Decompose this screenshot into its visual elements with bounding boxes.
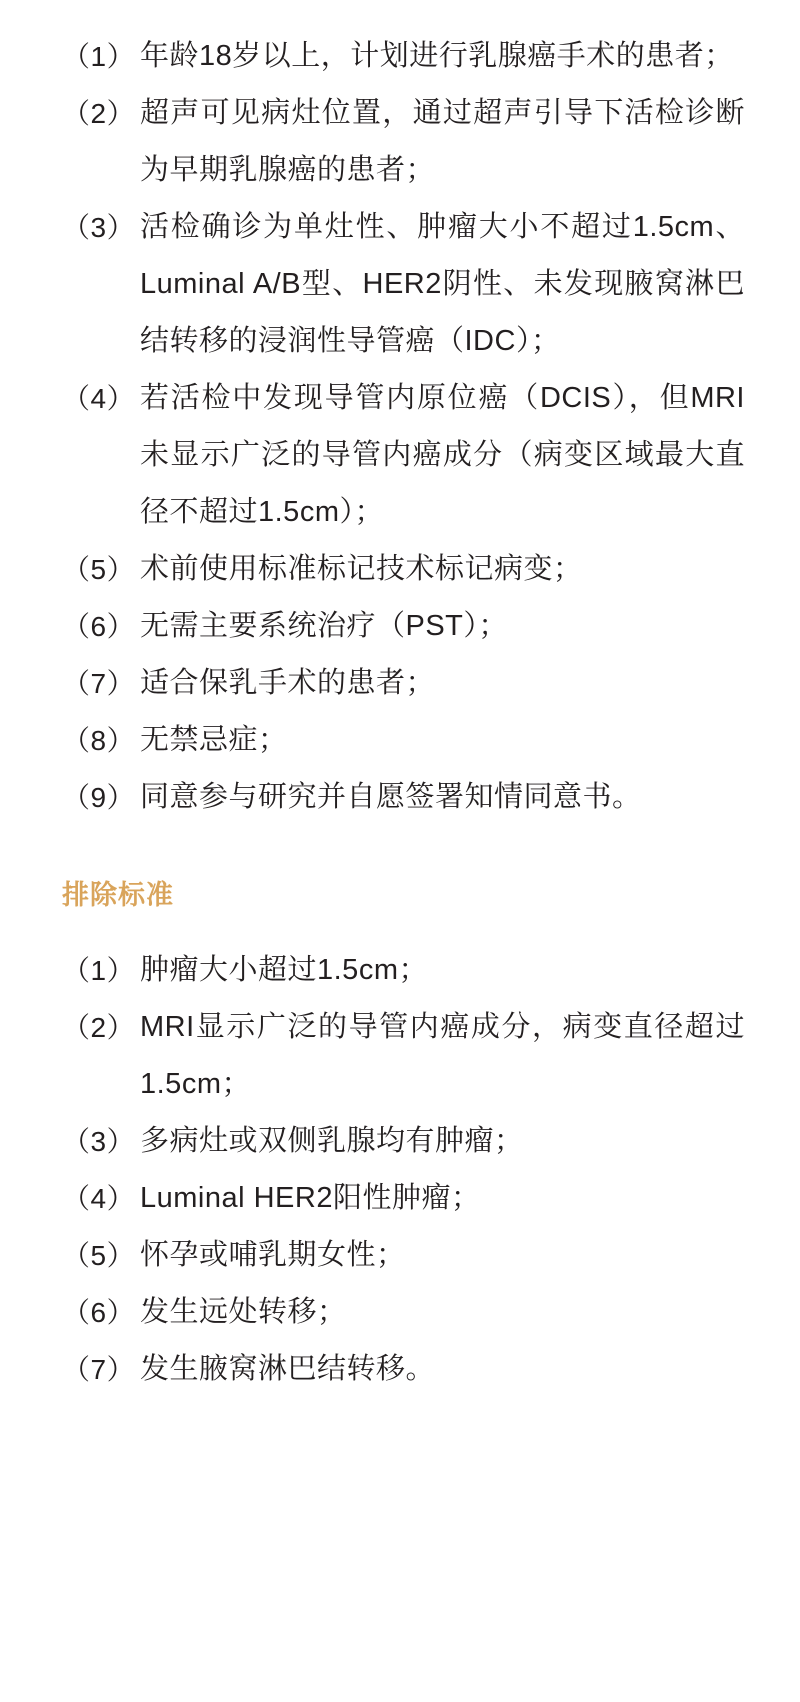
list-item-marker: （6） xyxy=(62,1297,136,1328)
list-item-text: 同意参与研究并自愿签署知情同意书。 xyxy=(140,781,642,813)
list-item xyxy=(62,999,745,1113)
list-item-marker: （1） xyxy=(62,41,136,72)
list-item xyxy=(62,1227,745,1284)
list-item-text: 术前使用标准标记技术标记病变； xyxy=(140,553,583,585)
list-item-text: MRI显示广泛的导管内癌成分，病变直径超过1.5cm； xyxy=(140,1011,745,1100)
list-item-text: Luminal HER2阳性肿瘤； xyxy=(140,1182,481,1214)
list-item-text: 若活检中发现导管内原位癌（DCIS），但MRI未显示广泛的导管内癌成分（病变区域最大直径不超过1.5cm）； xyxy=(140,382,745,528)
list-item-marker: （4） xyxy=(62,1183,136,1214)
list-item-marker: （8） xyxy=(62,725,136,756)
list-item xyxy=(62,598,745,655)
inclusion-criteria-list xyxy=(62,28,745,826)
list-item xyxy=(62,85,745,199)
list-item-marker: （6） xyxy=(62,611,136,642)
list-item-text: 年龄18岁以上，计划进行乳腺癌手术的患者； xyxy=(140,40,734,72)
list-item-marker: （2） xyxy=(62,1012,136,1043)
list-item-text: 适合保乳手术的患者； xyxy=(140,667,436,699)
list-item-text: 活检确诊为单灶性、肿瘤大小不超过1.5cm、Luminal A/B型、HER2阴性、未发现腋窝淋巴结转移的浸润性导管癌（IDC）； xyxy=(140,211,745,357)
list-item-text: 发生远处转移； xyxy=(140,1296,347,1328)
list-item-text: 无禁忌症； xyxy=(140,724,288,756)
list-item-text: 超声可见病灶位置，通过超声引导下活检诊断为早期乳腺癌的患者； xyxy=(140,97,745,186)
list-item-text: 肿瘤大小超过1.5cm； xyxy=(140,954,428,986)
list-item xyxy=(62,28,745,85)
list-item xyxy=(62,370,745,541)
list-item-marker: （4） xyxy=(62,383,136,414)
list-item-marker: （5） xyxy=(62,1240,136,1271)
exclusion-criteria-heading: 排除标准 xyxy=(62,880,174,910)
list-item xyxy=(62,655,745,712)
list-item-text: 发生腋窝淋巴结转移。 xyxy=(140,1353,436,1385)
list-item-marker: （3） xyxy=(62,1126,136,1157)
list-item xyxy=(62,541,745,598)
exclusion-criteria-list xyxy=(62,942,745,1398)
top-spacer xyxy=(62,18,745,28)
list-item xyxy=(62,712,745,769)
list-item xyxy=(62,1284,745,1341)
list-item-marker: （2） xyxy=(62,98,136,129)
list-item-text: 多病灶或双侧乳腺均有肿瘤； xyxy=(140,1125,524,1157)
list-item xyxy=(62,1170,745,1227)
list-item xyxy=(62,942,745,999)
list-item-marker: （3） xyxy=(62,212,136,243)
list-item-marker: （5） xyxy=(62,554,136,585)
list-item-marker: （9） xyxy=(62,782,136,813)
list-item xyxy=(62,1113,745,1170)
list-item xyxy=(62,199,745,370)
list-item-text: 怀孕或哺乳期女性； xyxy=(140,1239,406,1271)
list-item xyxy=(62,1341,745,1398)
list-item-marker: （7） xyxy=(62,668,136,699)
list-item-marker: （1） xyxy=(62,955,136,986)
list-item xyxy=(62,769,745,826)
list-item-marker: （7） xyxy=(62,1354,136,1385)
list-item-text: 无需主要系统治疗（PST）； xyxy=(140,610,508,642)
